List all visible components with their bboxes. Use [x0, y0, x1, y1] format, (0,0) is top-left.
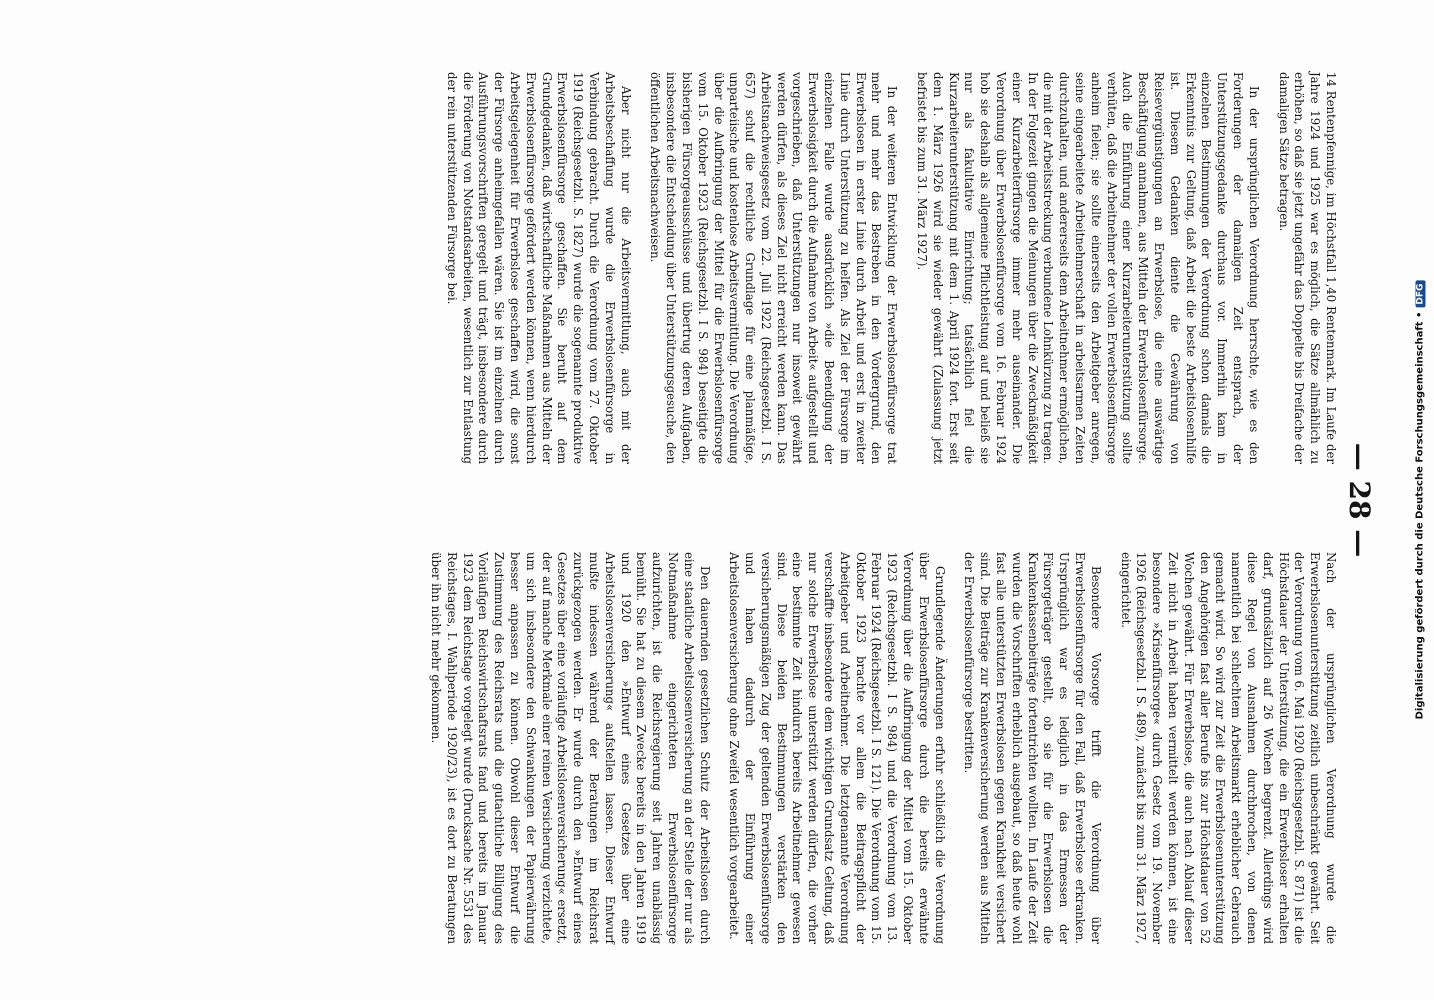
paragraph: Den dauernden gesetzlichen Schutz der Arbeitslosen durch eine staatliche Arbeitslosenversicherung an der Stelle der nur als Notmaßnahme eingerichteten Erwerbslosenfürsorge aufzurichten, ist die Reichsregierung seit Jahren unablässig bemüht. Sie hat zu diesem Zwecke bereits in den Jahren 1919 und 1920 den »Entwurf eines Gesetzes über eine Arbeitslosenversicherung« aufstellen lassen. Dieser Entwurf mußte indessen während der Beratungen im Reichsrat zurückgezogen werden. Er wurde durch den »Entwurf eines Gesetzes über eine vorläufige Arbeitslosenversicherung« ersetzt, der auf manche Merkmale einer reinen Versicherung verzichtete, um sich insbesondere den Schwankungen der Papierwährung besser anpassen zu können. Obwohl dieser Entwurf die Zustimmung des Reichsrats und die gutachtliche Billigung des Vorläufigen Reichswirtschaftsrats fand und bereits im Januar 1923 dem Reichstage vorgelegt wurde (Drucksache Nr. 5531 des Reichstages, I. Wahlperiode 1920/23), ist es dort zu Beratungen über ihn nicht mehr gekommen. — [428, 552, 712, 944]
credit-text — [1415, 281, 1426, 720]
left-column — [429, 72, 1338, 464]
paragraph: In der weiteren Entwicklung der Erwerbslosenfürsorge trat mehr und mehr das Bestreben in den Vordergrund, den Erwerbslosen in erster Linie durch Arbeit und erst in zweiter Linie durch Unterstützung zu helfen. Als Ziel der Fürsorge im einzelnen Falle wurde ausdrücklich »die Beendigung der Erwerbslosigkeit durch die Aufnahme von Arbeit« aufgestellt und vorgeschrieben, daß Unterstützungen nur insoweit gewährt werden dürfen, als dieses Ziel nicht erreicht werden kann. Das Arbeitsnachweisgesetz vom 22. Juli 1922 (Reichsgesetzbl. I S. 657) schuf die rechtliche Grundlage für eine planmäßige, unparteiische und kostenlose Arbeitsvermittlung. Die Verordnung über die Aufbringung der Mittel für die Erwerbslosenfürsorge vom 15. Oktober 1923 (Reichsgesetzbl. I S. 984) beseitigte die bisherigen Fürsorgeausschüsse und übertrug deren Aufgaben, insbesondere die Entscheidung über Unterstützungsgesuche, den öffentlichen Arbeitsnachweisen. — [648, 72, 900, 464]
paragraph: Grundlegende Änderungen erfuhr schließlich die Verordnung über Erwerbslosenfürsorge durch die bereits erwähnte Verordnung über die Aufbringung der Mittel vom 15. Oktober 1923 (Reichsgesetzbl. I S. 984) und die Verordnung vom 13. Februar 1924 (Reichsgesetzbl. I S. 121). Die Verordnung vom 15. Oktober 1923 brachte vor allem die Beitragspflicht der Arbeitgeber und Arbeitnehmer. Die letztgenannte Verordnung verschaffte insbesondere dem wichtigen Grundsatz Geltung, daß nur solche Erwerbslose unterstützt werden dürfen, die vorher eine bestimmte Zeit hindurch bereits Arbeitnehmer gewesen sind. Diese beiden Bestimmungen verstärken den versicherungsmäßigen Zug der geltenden Erwerbslosenfürsorge und haben dadurch der Einführung einer Arbeitslosenversicherung ohne Zweifel wesentlich vorgearbeitet. — [727, 552, 947, 944]
page-number: — 28 — — [1343, 442, 1376, 558]
paragraph: 14 Rentenpfennige, im Höchstfall 1,40 Rentenmark. Im Laufe der Jahre 1924 und 1925 war es möglich, die Sätze allmählich zu erhöhen, so daß sie jetzt ungefähr das Doppelte bis Dreifache der damaligen Sätze betragen. — [1276, 72, 1338, 464]
dfg-logo: DFG — [1416, 281, 1426, 308]
paragraph: Nach der ursprünglichen Verordnung wurde die Erwerbslosenunterstützung zeitlich unbeschränkt gewährt. Seit der Verordnung vom 6. Mai 1920 (Reichsgesetzbl. S. 871) ist die Höchstdauer der Unterstützung, die ein Erwerbsloser erhalten darf, grundsätzlich auf 26 Wochen begrenzt. Allerdings wird diese Regel von Ausnahmen durchbrochen, von denen namentlich bei schlechtem Arbeitsmarkt erheblicher Gebrauch gemacht wird. So wird zur Zeit die Erwerbslosenunterstützung den Angehörigen fast aller Berufe bis zur Höchstdauer von 52 Wochen gewährt. Für Erwerbslose, die auch nach Ablauf dieser Zeit nicht in Arbeit haben vermittelt werden können, ist eine besondere »Krisenfürsorge« durch Gesetz vom 19. November 1926 (Reichsgesetzbl. I S. 489), zunächst bis zum 31. März 1927, eingerichtet. — [1118, 552, 1338, 944]
digitization-credit — [1410, 4, 1430, 996]
paragraph: Besondere Vorsorge trifft die Verordnung über Erwerbslosenfürsorge für den Fall, daß Erwerbslose erkranken. Ursprünglich war es lediglich in das Ermessen der Fürsorgeträger gestellt, ob sie für die Erwerbslosen die Krankenkassenbeiträge fortentrichten wollten. Im Laufe der Zeit wurden die Vorschriften erheblich ausgebaut, so daß heute wohl fast alle unterstützten Erwerbslosen gegen Krankheit versichert sind. Die Beiträge zur Krankenversicherung werden aus Mitteln der Erwerbslosenfürsorge bestritten. — [962, 552, 1103, 944]
right-column — [413, 552, 1338, 944]
paragraph: In der ursprünglichen Verordnung herrschte, wie es den Forderungen der damaligen Zeit entsprach, der Unterstützungsgedanke durchaus vor. Immerhin kam in einzelnen Bestimmungen der Verordnung schon damals die Erkenntnis zur Geltung, daß Arbeit die beste Arbeitslosenhilfe ist. Diesem Gedanken diente die Gewährung von Reisevergünstigungen an Erwerbslose, die eine auswärtige Beschäftigung annahmen, aus Mitteln der Erwerbslosenfürsorge. Auch die Einführung einer Kurzarbeiterunterstützung sollte verhüten, daß die Arbeitnehmer der vollen Erwerbslosenfürsorge anheim fielen; sie sollte einerseits den Arbeitgeber anregen, seine eingearbeitete Arbeitnehmerschaft in arbeitsarmen Zeiten durchzuhalten, und andererseits dem Arbeitnehmer ermöglichen, die mit der Arbeitsstreckung verbundene Lohnkürzung zu tragen. In der Folgezeit gingen die Meinungen über die Zweckmäßigkeit einer Kurzarbeiterfürsorge immer mehr auseinander. Die Verordnung über Erwerbslosenfürsorge vom 16. Februar 1924 hob sie deshalb als allgemeine Pflichtleistung auf und beließ sie nur als fakultative Einrichtung; tatsächlich fiel die Kurzarbeiterunterstützung mit dem 1. April 1924 fort. Erst seit dem 1. März 1926 wird sie wieder gewährt (Zulassung jetzt befristet bis zum 31. März 1927). — [915, 72, 1261, 464]
credit-label: Digitalisierung gefördert durch die Deutsche Forschungsgemeinschaft • — [1414, 311, 1426, 720]
paragraph: Aber nicht nur die Arbeitsvermittlung, auch mit der Arbeitsbeschaffung wurde die Erwerbslosenfürsorge in Verbindung gebracht. Durch die Verordnung vom 27. Oktober 1919 (Reichsgesetzbl. S. 1827) wurde die sogenannte produktive Erwerbslosenfürsorge geschaffen. Sie beruht auf dem Grundgedanken, daß wirtschaftliche Maßnahmen aus Mitteln der Erwerbslosenfürsorge gefördert werden können, wenn hierdurch Arbeitsgelegenheit für Erwerbslose geschaffen wird, die sonst der Fürsorge anheimgefallen wären. Sie ist im einzelnen durch Ausführungsvorschriften geregelt und trägt, insbesondere durch die Förderung von Notstandsarbeiten, wesentlich zur Entlastung der rein unterstützenden Fürsorge bei. — [444, 72, 633, 464]
